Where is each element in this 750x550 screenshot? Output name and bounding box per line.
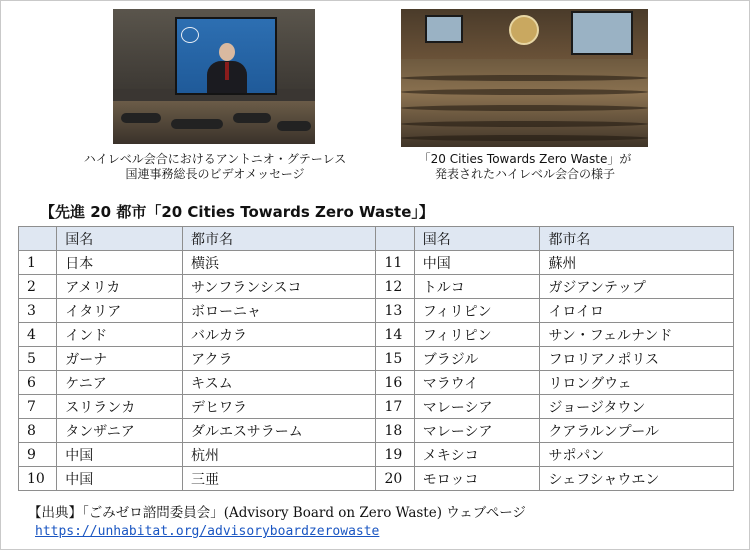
table-row [19,299,734,323]
header-city: 都市名 [540,227,734,251]
cell-no: 1 [19,251,57,275]
cell-country: 中国 [57,467,183,491]
table-row [19,395,734,419]
photo-video-message [113,9,315,144]
cell-country: トルコ [414,275,540,299]
cell-country: フィリピン [414,299,540,323]
table-header-row [19,227,734,251]
cell-no: 14 [376,323,414,347]
cell-no: 7 [19,395,57,419]
cell-city: サポパン [540,443,734,467]
cell-city: ガジアンテップ [540,275,734,299]
cell-no: 5 [19,347,57,371]
table-row [19,443,734,467]
header-country: 国名 [414,227,540,251]
cell-city: サンフランシスコ [182,275,376,299]
caption-line: 発表されたハイレベル会合の様子 [434,167,615,181]
caption-video-message [60,152,370,182]
cell-city: ジョージタウン [540,395,734,419]
photo-assembly-hall [401,9,648,147]
cell-no: 19 [376,443,414,467]
cell-city: ボローニャ [182,299,376,323]
cell-no: 3 [19,299,57,323]
assembly-emblem-icon [509,15,539,45]
cell-city: クアラルンプール [540,419,734,443]
cell-country: イタリア [57,299,183,323]
cell-city: 三亜 [182,467,376,491]
cell-country: マラウイ [414,371,540,395]
video-screen [175,17,277,95]
cell-country: 日本 [57,251,183,275]
cell-country: 中国 [57,443,183,467]
table-row [19,347,734,371]
cell-city: バルカラ [182,323,376,347]
cell-no: 11 [376,251,414,275]
cell-no: 16 [376,371,414,395]
cell-country: スリランカ [57,395,183,419]
cell-city: フロリアノポリス [540,347,734,371]
cell-no: 12 [376,275,414,299]
cell-country: ガーナ [57,347,183,371]
cell-no: 17 [376,395,414,419]
cell-country: タンザニア [57,419,183,443]
cell-city: シェフシャウエン [540,467,734,491]
table-row [19,371,734,395]
cell-country: ブラジル [414,347,540,371]
cell-country: インド [57,323,183,347]
cell-city: キスム [182,371,376,395]
caption-line: ハイレベル会合におけるアントニオ・グテーレス [83,152,347,166]
cell-no: 15 [376,347,414,371]
section-heading: 【先進 20 都市「20 Cities Towards Zero Waste」】 [40,203,434,221]
table-row [19,275,734,299]
cell-no: 6 [19,371,57,395]
cell-city: ダルエスサラーム [182,419,376,443]
cell-city: イロイロ [540,299,734,323]
caption-line: 国連事務総長のビデオメッセージ [125,167,305,181]
cell-no: 10 [19,467,57,491]
cell-no: 2 [19,275,57,299]
cities-table [18,226,734,491]
table-row [19,419,734,443]
table-row [19,251,734,275]
cell-city: デヒワラ [182,395,376,419]
cell-no: 20 [376,467,414,491]
cell-city: 横浜 [182,251,376,275]
cell-country: マレーシア [414,419,540,443]
cell-country: ケニア [57,371,183,395]
cell-country: モロッコ [414,467,540,491]
un-emblem-icon [181,27,199,43]
source-note: 【出典】「ごみゼロ諮問委員会」(Advisory Board on Zero Waste) ウェブページ [28,505,526,521]
table-row [19,467,734,491]
cell-no: 18 [376,419,414,443]
cell-country: 中国 [414,251,540,275]
cell-country: マレーシア [414,395,540,419]
cell-country: フィリピン [414,323,540,347]
header-country: 国名 [57,227,183,251]
cell-city: アクラ [182,347,376,371]
cell-city: 杭州 [182,443,376,467]
cell-city: リロングウェ [540,371,734,395]
header-no [19,227,57,251]
cell-city: 蘇州 [540,251,734,275]
cell-no: 13 [376,299,414,323]
header-no [376,227,414,251]
cell-no: 9 [19,443,57,467]
source-link[interactable]: https://unhabitat.org/advisoryboardzerowaste [35,524,380,539]
caption-line: 「20 Cities Towards Zero Waste」が [418,152,632,166]
cell-no: 4 [19,323,57,347]
cell-country: メキシコ [414,443,540,467]
cell-country: アメリカ [57,275,183,299]
caption-assembly-hall [390,152,660,182]
header-city: 都市名 [182,227,376,251]
cell-no: 8 [19,419,57,443]
cell-city: サン・フェルナンド [540,323,734,347]
table-row [19,323,734,347]
